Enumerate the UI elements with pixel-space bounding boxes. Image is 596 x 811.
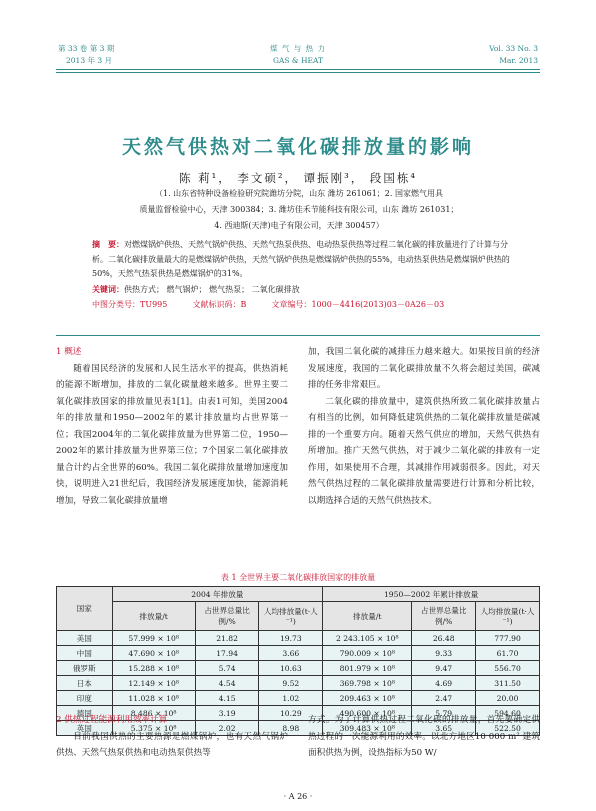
group-header-cumulative: 1950—2002 年累计排放量 <box>323 587 540 602</box>
value-cell: 21.82 <box>195 631 259 646</box>
col-header: 人均排放量(t·人⁻¹) <box>476 602 540 631</box>
value-cell: 369.798 × 10⁸ <box>323 676 412 691</box>
section1-heading: 1 概述 <box>56 347 82 357</box>
affiliation-line: （1. 山东省特种设备检验研究院潍坊分院，山东 潍坊 261061；2. 国家燃气用具 <box>155 189 443 198</box>
value-cell: 11.028 × 10⁸ <box>112 691 195 706</box>
value-cell: 9.52 <box>259 676 323 691</box>
value-cell: 8.98 <box>259 721 323 736</box>
value-cell: 1.02 <box>259 691 323 706</box>
article-no-value: 1000－4416(2013)03－0A26－03 <box>311 300 445 309</box>
doc-code-label: 文献标识码： <box>192 300 241 309</box>
table-row <box>57 661 540 676</box>
clc-label: 中图分类号： <box>92 300 140 309</box>
clc-value: TU995 <box>140 300 168 309</box>
abstract-text: 对燃煤锅炉供热、天然气锅炉供热、天然气热泵供热、电动热泵供热等过程二氧化碳的排放量进行了计算与分析。二氧化碳排放量最大的是燃煤锅炉供热，天然气锅炉供热是燃煤锅炉供热的55%，电动热泵供热是燃煤锅炉供热的50%，天然气热泵供热是燃煤锅炉的31%。 <box>92 240 510 278</box>
value-cell: 522.50 <box>476 721 540 736</box>
keywords: 供热方式； 燃气锅炉； 燃气热泵； 二氧化碳排放 <box>124 284 300 294</box>
country-cell: 俄罗斯 <box>57 661 113 676</box>
table-row <box>57 691 540 706</box>
table-row <box>57 631 540 646</box>
value-cell: 61.70 <box>476 646 540 661</box>
section2-paragraph: 目前我国供热的主要热源是燃煤锅炉，也有天然气锅炉供热、天然气热泵供热和电动热泵供热等 <box>56 731 288 758</box>
header-rule-thin <box>56 72 540 73</box>
value-cell: 2.47 <box>412 691 476 706</box>
abstract <box>92 237 510 313</box>
table-row <box>57 646 540 661</box>
value-cell: 3.66 <box>259 646 323 661</box>
section2-heading: 2 供热过程能源利用效率计算 <box>56 715 168 725</box>
value-cell: 209.463 × 10⁸ <box>323 691 412 706</box>
value-cell: 19.73 <box>259 631 323 646</box>
value-cell: 9.33 <box>412 646 476 661</box>
journal-name: 煤 气 与 热 力 <box>269 44 327 53</box>
section2-paragraph-cont: 方式。为了计算供热过程二氧化碳的排放量，首先要确定供热过程的一次能源利用的效率。以北方地区10 000 m² 建筑面积供热为例，设热指标为50 W/ <box>308 715 540 758</box>
paper-title: 天然气供热对二氧化碳排放量的影响 <box>121 136 474 158</box>
value-cell: 801.979 × 10⁸ <box>323 661 412 676</box>
col-header: 排放量/t <box>323 602 412 631</box>
section1-paragraph-2: 二氧化碳的排放量中，建筑供热所致二氧化碳排放量占有相当的比例，如何降低建筑供热的二氧化碳排放量是碳减排的一个重要方向。随着天然气供应的增加，天然气供热有所增加。推广天然气供热，对于减少二氧化碳的排放有一定作用，如果使用不合理，其减排作用减弱很多。因此，对天然气供热过程的二氧化碳排放量需要进行计算和分析比较，以期选择合适的天然气供热技术。 <box>308 396 540 506</box>
value-cell: 5.375 × 10⁸ <box>112 721 195 736</box>
affiliation-line: 4. 西迪斯(天津)电子有限公司，天津 300457） <box>214 221 384 230</box>
header-rule <box>56 69 540 70</box>
section1-paragraph: 随着国民经济的发展和人民生活水平的提高，供热消耗的能源不断增加，排放的二氧化碳量越来越多。世界主要二氧化碳排放国家的排放量见表1[1]。由表1可知，美国2004年的排放量和1950—2002年的累计排放量均占世界第一位；我国2004年的二氧化碳排放量为世界第二位，1950—2002年的累计排放量为世界第三位；7个国家二氧化碳排放量合计约占全世界的60%。我国二氧化碳排放量增加速度加快，说明进入21世纪后，我国经济发展速度加快，能源消耗增加，导致二氧化碳排放量增 <box>56 363 288 506</box>
country-cell: 日本 <box>57 676 113 691</box>
journal-volume: 第 33 卷 第 3 期 <box>58 44 115 53</box>
section1-right-column <box>308 344 540 509</box>
value-cell: 8.486 × 10⁸ <box>112 706 195 721</box>
value-cell: 4.69 <box>412 676 476 691</box>
value-cell: 5.74 <box>195 661 259 676</box>
table1-caption: 表 1 全世界主要二氧化碳排放国家的排放量 <box>220 573 376 582</box>
value-cell: 10.63 <box>259 661 323 676</box>
value-cell: 2 243.105 × 10⁸ <box>323 631 412 646</box>
value-cell: 490.600 × 10⁸ <box>323 706 412 721</box>
value-cell: 17.94 <box>195 646 259 661</box>
section1-left-column <box>56 344 288 509</box>
group-header-2004: 2004 年排放量 <box>112 587 323 602</box>
value-cell: 4.15 <box>195 691 259 706</box>
country-header: 国家 <box>57 587 113 631</box>
country-cell: 印度 <box>57 691 113 706</box>
keywords-label: 关键词： <box>92 283 124 294</box>
doc-code-value: B <box>240 300 247 309</box>
journal-date: 2013 年 3 月 <box>66 56 113 65</box>
value-cell: 20.00 <box>476 691 540 706</box>
abstract-label: 摘 要： <box>92 239 124 249</box>
value-cell: 777.90 <box>476 631 540 646</box>
value-cell: 4.54 <box>195 676 259 691</box>
value-cell: 10.29 <box>259 706 323 721</box>
value-cell: 47.690 × 10⁸ <box>112 646 195 661</box>
journal-name-en: GAS & HEAT <box>272 56 323 65</box>
col-header: 占世界总量比例/% <box>412 602 476 631</box>
col-header: 人均排放量(t·人⁻¹) <box>259 602 323 631</box>
author-list: 陈 莉¹， 李文硕²， 谭振刚³， 段国栋⁴ <box>178 171 418 185</box>
col-header: 排放量/t <box>112 602 195 631</box>
abstract-rule <box>56 335 540 336</box>
country-cell: 美国 <box>57 631 113 646</box>
value-cell: 12.149 × 10⁸ <box>112 676 195 691</box>
value-cell: 311.50 <box>476 676 540 691</box>
value-cell: 26.48 <box>412 631 476 646</box>
value-cell: 309.483 × 10⁸ <box>323 721 412 736</box>
country-cell: 英国 <box>57 721 113 736</box>
value-cell: 5.79 <box>412 706 476 721</box>
value-cell: 3.65 <box>412 721 476 736</box>
table-row <box>57 676 540 691</box>
section2-right-column <box>308 712 540 762</box>
value-cell: 9.47 <box>412 661 476 676</box>
col-header: 占世界总量比例/% <box>195 602 259 631</box>
section2-left-column <box>56 712 288 762</box>
country-cell: 中国 <box>57 646 113 661</box>
affiliation-line: 质量监督检验中心，天津 300384；3. 潍坊佳禾节能科技有限公司，山东 潍坊 261031； <box>139 205 459 214</box>
page-number: · A 26 · <box>283 792 313 801</box>
journal-date-en: Mar. 2013 <box>499 56 538 65</box>
value-cell: 57.999 × 10⁸ <box>112 631 195 646</box>
value-cell: 2.02 <box>195 721 259 736</box>
section1-paragraph-cont: 加，我国二氧化碳的减排压力越来越大。如果按目前的经济发展速度，我国的二氧化碳排放量不久将会超过美国，碳减排的任务非常艰巨。 <box>308 347 540 390</box>
value-cell: 15.288 × 10⁸ <box>112 661 195 676</box>
value-cell: 556.70 <box>476 661 540 676</box>
country-cell: 德国 <box>57 706 113 721</box>
value-cell: 790.009 × 10⁸ <box>323 646 412 661</box>
value-cell: 3.19 <box>195 706 259 721</box>
article-no-label: 文章编号： <box>271 300 312 309</box>
journal-volume-en: Vol. 33 No. 3 <box>489 44 538 53</box>
value-cell: 594.60 <box>476 706 540 721</box>
